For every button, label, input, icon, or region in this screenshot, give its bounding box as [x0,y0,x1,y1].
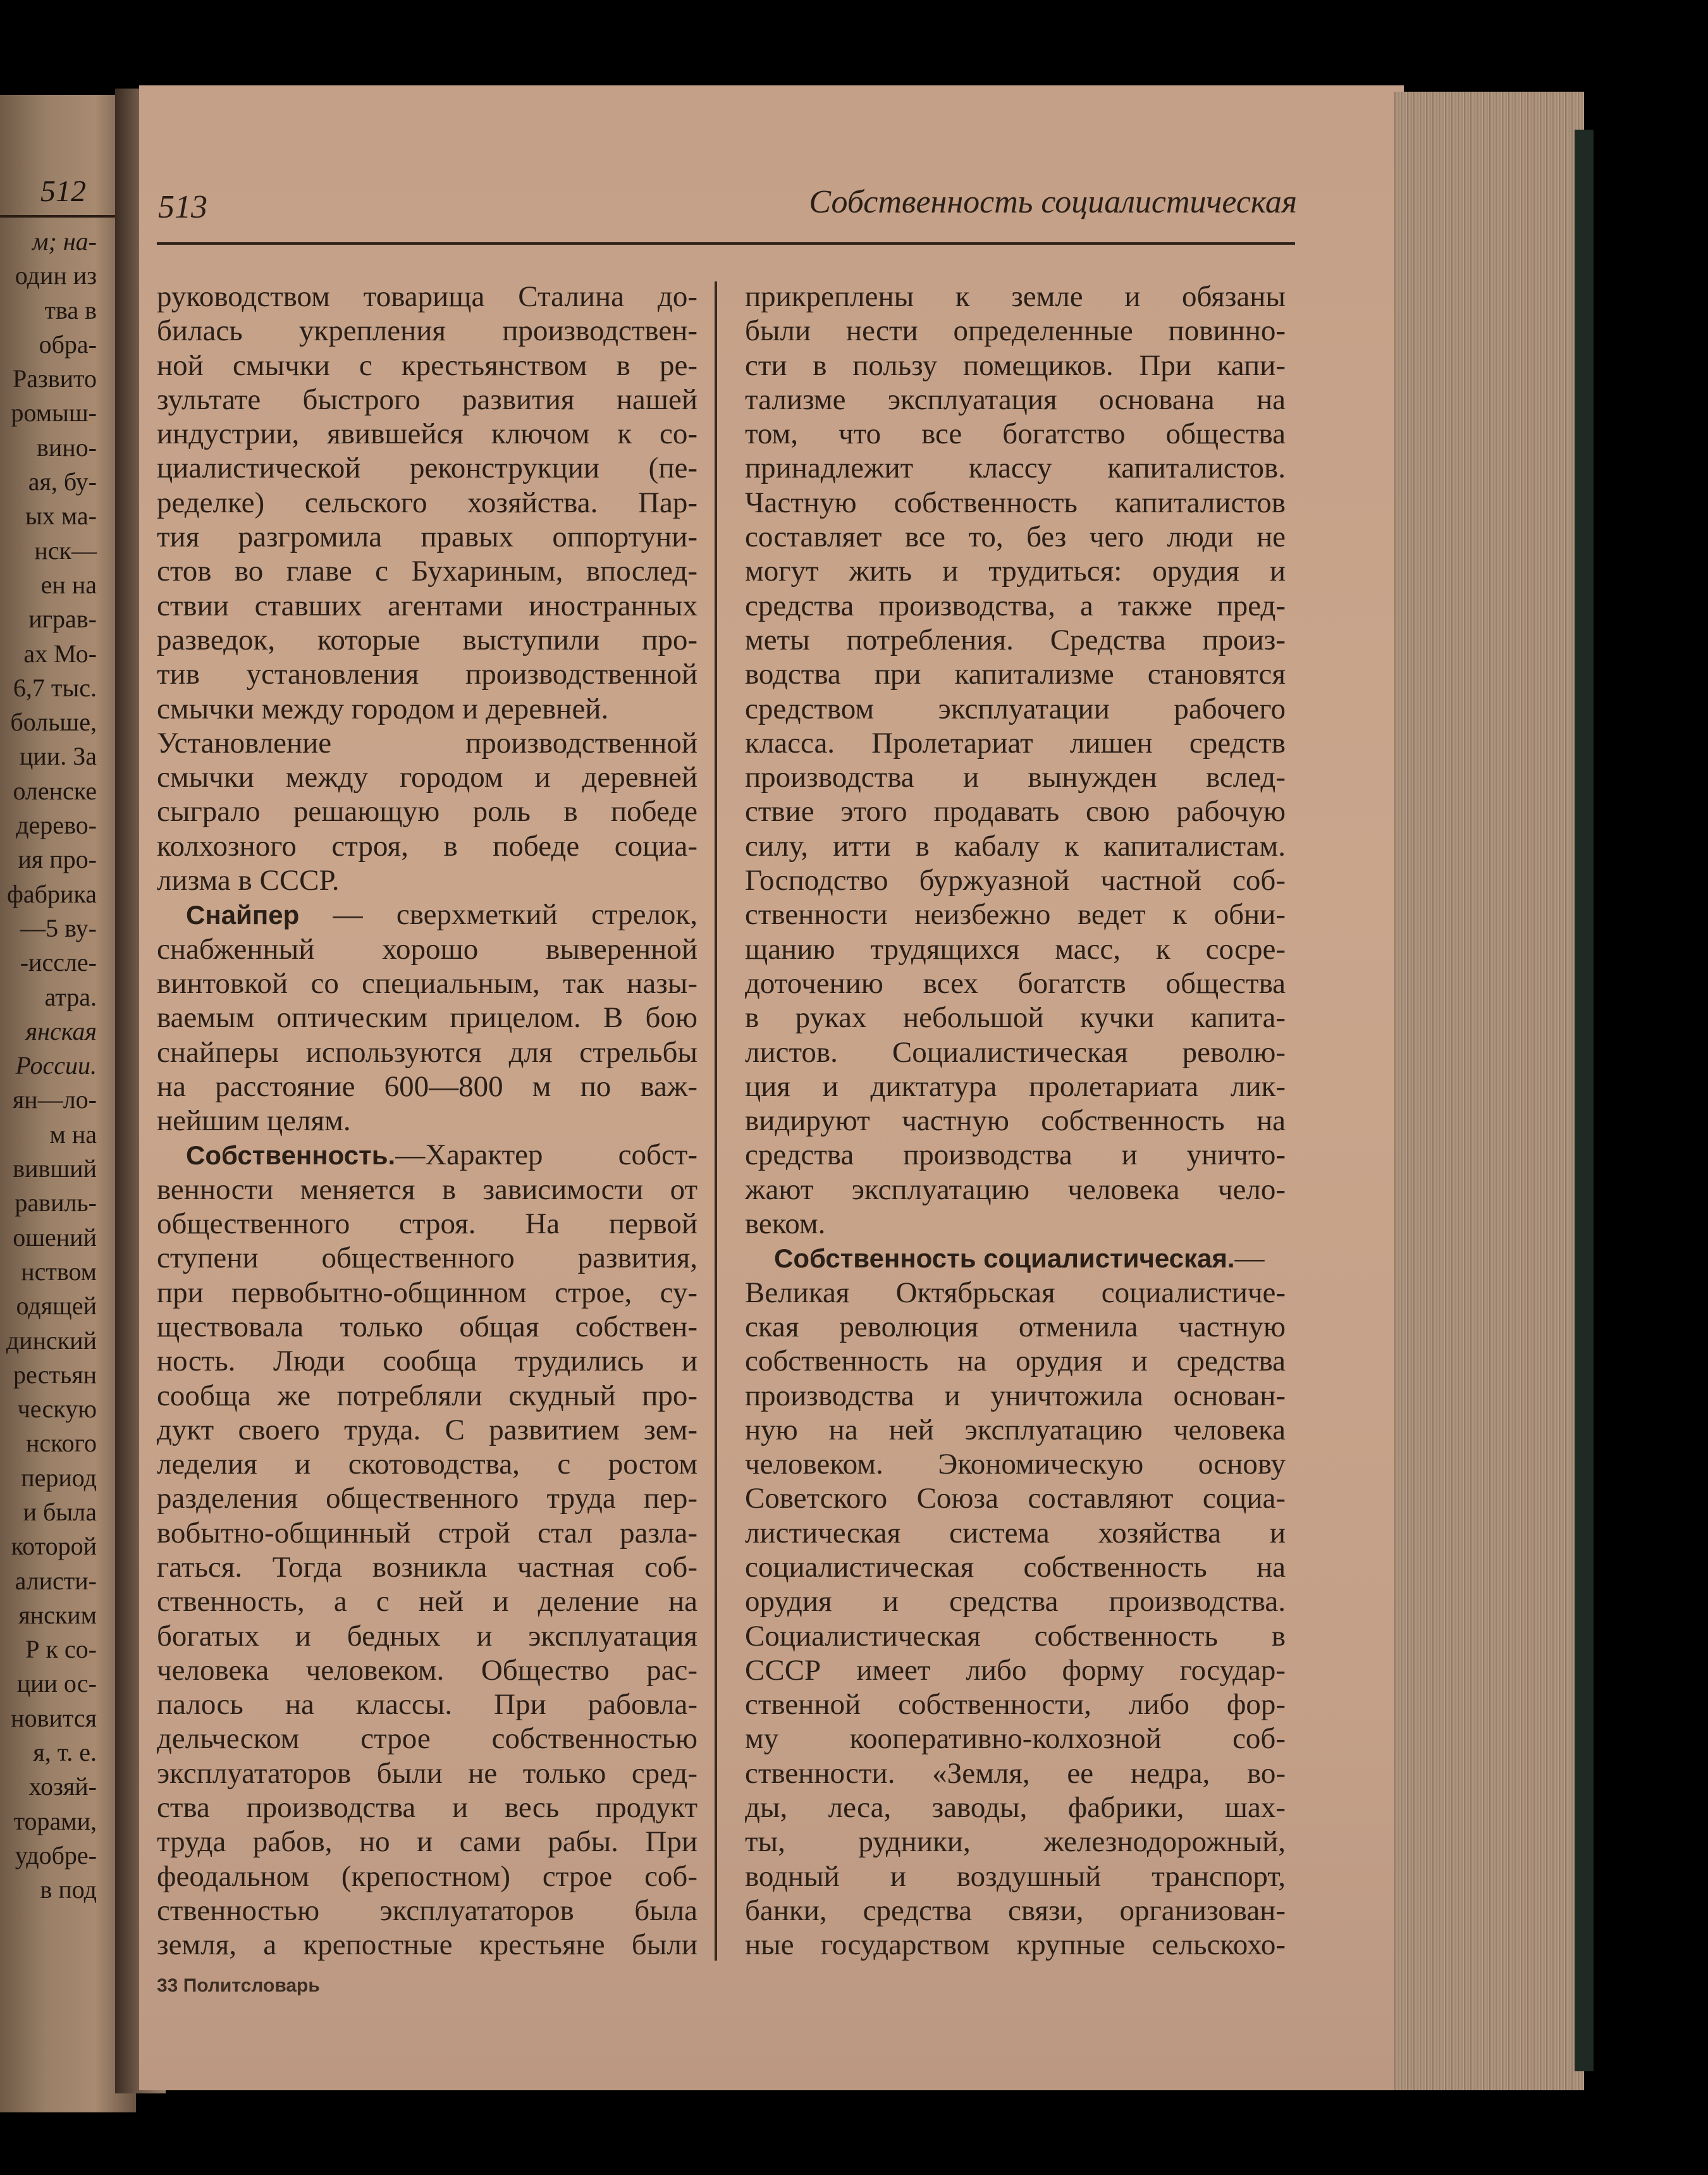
margin-line: равиль- [15,1188,97,1217]
margin-line: нством [21,1257,97,1286]
text-fragment: — [1234,1242,1265,1275]
margin-line: янская [25,1016,97,1045]
text-line: ская революция отменила частную [745,1310,1286,1343]
text-line: сообща же потребляли скудный про- [157,1379,697,1412]
margin-line: ая, бу- [28,467,97,496]
margin-line: торами, [13,1806,97,1835]
text-line: стов во главе с Бухариным, впослед- [157,555,697,588]
text-line: циалистической реконструкции (пе- [157,452,697,485]
margin-line: ромыш- [11,398,97,428]
text-line: ственности неизбежно ведет к обни- [745,898,1286,932]
text-line: орудия и средства производства. [745,1585,1286,1618]
text-line: Социалистическая собственность в [745,1619,1286,1653]
margin-line: —5 ву- [20,913,97,942]
text-line: составляет все то, без чего люди не [745,521,1286,554]
text-line: колхозного строя, в победе социа- [157,829,697,863]
text-line: доточению всех богатств общества [745,966,1286,1000]
text-line: средства производства и уничто- [745,1138,1286,1172]
text-line: ную на ней эксплуатацию человека [745,1413,1286,1446]
text-line: том, что все богатство общества [745,417,1286,451]
text-line: разделения общественного труда пер- [157,1482,697,1515]
text-line: му кооперативно-колхозной соб- [745,1722,1286,1756]
text-line: снабженный хорошо выверенной [157,932,697,966]
left-text-column [157,280,697,1962]
text-line: средства производства, а также пред- [745,589,1286,622]
text-line: ственностью эксплуататоров была [157,1894,697,1927]
dictionary-term: Собственность. [186,1140,396,1171]
margin-line: оленске [13,776,97,805]
text-line: тализме эксплуатация основана на [745,383,1286,416]
text-line: социалистическая собственность на [745,1550,1286,1584]
text-line: водства при капитализме становятся [745,658,1286,691]
text-fragment: —Характер собст- [395,1138,697,1172]
margin-line: фабрика [6,879,97,908]
margin-line: ошений [13,1223,97,1252]
margin-line: динский [6,1326,97,1355]
text-line: Великая Октябрьская социалистиче- [745,1276,1286,1309]
margin-line: вивший [13,1154,97,1183]
text-line: в руках небольшой кучки капита- [745,1001,1286,1035]
text-line: ществовала только общая собствен- [157,1310,697,1343]
text-line: ствии ставших агентами иностранных [157,589,697,622]
text-line: ственности. «Земля, ее недра, во- [745,1756,1286,1790]
text-line: гаться. Тогда возникла частная соб- [157,1550,697,1584]
text-line: труда рабов, но и сами рабы. При [157,1825,697,1859]
text-line: ределке) сельского хозяйства. Пар- [157,486,697,519]
text-line: разведок, которые выступили про- [157,623,697,656]
margin-line: ции. За [19,742,97,771]
text-line [157,1138,697,1172]
text-line: собственность на орудия и средства [745,1345,1286,1378]
text-line: человеком. Экономическую основу [745,1448,1286,1481]
margin-line: одящей [16,1291,97,1321]
margin-line: атра. [44,982,97,1011]
text-line: дукт своего труда. С развитием зем- [157,1413,697,1446]
running-title: Собственность социалистическая [809,184,1297,220]
left-page-number: 512 [40,175,86,208]
text-line: смычки между городом и деревней. [157,692,609,725]
text-line: венности меняется в зависимости от [157,1173,697,1206]
text-line: сти в пользу помещиков. При капи- [745,348,1286,382]
margin-line: алисти- [15,1566,97,1595]
margin-line: период [21,1463,97,1492]
margin-line: играв- [28,605,97,634]
text-line [745,1241,1286,1275]
text-line: ства производства и весь продукт [157,1791,697,1825]
text-line: индустрии, явившейся ключом к со- [157,417,697,451]
margin-line: хозяй- [28,1772,97,1801]
margin-line: ции ос- [16,1669,97,1698]
margin-line: -иссле- [20,948,97,977]
text-line: зультате быстрого развития нашей [157,383,697,416]
text-line: прикреплены к земле и обязаны [745,280,1286,313]
text-line: листов. Социалистическая револю- [745,1035,1286,1069]
header-rule [157,242,1295,245]
text-line: ственность, а с ней и деление на [157,1585,697,1618]
page-number: 513 [158,189,207,225]
text-line: на расстояние 600—800 м по важ- [157,1069,697,1103]
margin-line: ых ма- [25,502,97,531]
margin-line: рестьян [13,1360,97,1389]
text-line: были нести определенные повинно- [745,314,1286,348]
text-line: принадлежит классу капиталистов. [745,452,1286,485]
text-line: земля, а крепостные крестьяне были [157,1928,697,1962]
text-line: видируют частную собственность на [745,1104,1286,1138]
text-line: снайперы используются для стрельбы [157,1035,697,1069]
text-line: веком. [745,1207,826,1241]
text-line: общественного строя. На первой [157,1207,697,1241]
margin-line: янским [18,1600,97,1629]
text-line: эксплуататоров были не только сред- [157,1756,697,1790]
text-line: ды, леса, заводы, фабрики, шах- [745,1791,1286,1825]
margin-line: ия про- [18,845,97,874]
margin-line: вино- [36,433,97,462]
margin-line: новится [11,1703,97,1732]
text-line: ция и диктатура пролетариата лик- [745,1069,1286,1103]
text-line: жают эксплуатацию человека чело- [745,1173,1286,1206]
text-line: могут жить и трудиться: орудия и [745,555,1286,588]
text-line: ствие этого продавать свою рабочую [745,795,1286,829]
text-line: класса. Пролетариат лишен средств [745,726,1286,760]
margin-line: один из [15,261,97,290]
text-line: руководством товарища Сталина до- [157,280,697,313]
text-line: банки, средства связи, организован- [745,1894,1286,1927]
text-line: силу, итти в кабалу к капиталистам. [745,829,1286,863]
right-text-column [745,280,1286,1962]
margin-line: ян—ло- [12,1085,97,1114]
text-line: щанию трудящихся масс, к сосре- [745,932,1286,966]
left-page-header-rule [0,215,126,218]
margin-line: Развито [12,364,97,393]
text-line: смычки между городом и деревней [157,761,697,794]
text-line: феодальном (крепостном) строе соб- [157,1859,697,1893]
text-line: Господство буржуазной частной соб- [745,864,1286,897]
margin-line: Р к со- [25,1635,97,1664]
text-line [157,897,697,932]
margin-line: ческую [17,1395,97,1424]
text-line: ность. Люди сообща трудились и [157,1345,697,1378]
text-line: производства и уничтожила основан- [745,1379,1286,1412]
margin-line: ен на [40,570,97,599]
text-line: ступени общественного развития, [157,1242,697,1275]
text-line: листическая система хозяйства и [745,1516,1286,1550]
margin-line: и была [23,1497,97,1526]
dictionary-term: Собственность социалистическая. [774,1243,1235,1274]
margin-line: дерево- [16,811,97,840]
margin-line: нского [26,1429,97,1458]
text-line: ные государством крупные сельскохо- [745,1928,1286,1962]
text-line: ственной собственности, либо фор- [745,1688,1286,1722]
text-line: ваемым оптическим прицелом. В бою [157,1001,697,1035]
text-line: билась укрепления производствен- [157,314,697,348]
text-line: дельческом строе собственностью [157,1722,697,1756]
page-edges [1394,92,1584,2090]
text-line: меты потребления. Средства произ- [745,623,1286,656]
text-line: Советского Союза составляют социа- [745,1482,1286,1515]
text-line: лизма в СССР. [157,864,340,897]
text-line: человека человеком. Общество рас- [157,1653,697,1687]
margin-line: которой [11,1532,97,1561]
text-line: сыграло решающую роль в победе [157,795,697,829]
margin-line: я, т. е. [33,1738,97,1767]
margin-line: обра- [39,330,97,359]
text-line: винтовкой со специальным, так назы- [157,966,697,1000]
margin-line: нск— [34,536,97,565]
margin-line: 6,7 тыс. [13,673,97,702]
text-line: палось на классы. При рабовла- [157,1688,697,1722]
column-divider [715,281,717,1961]
text-line: средством эксплуатации рабочего [745,692,1286,725]
text-line: ты, рудники, железнодорожный, [745,1825,1286,1859]
text-line: вобытно-общинный строй стал разла- [157,1516,697,1550]
text-line: Частную собственность капиталистов [745,486,1286,519]
footer-signature: 33 Политсловарь [157,1975,320,1996]
text-line: при первобытно-общинном строе, су- [157,1276,697,1309]
margin-line: ах Мо- [23,639,97,668]
text-fragment: — сверхметкий стрелок, [299,898,697,932]
margin-line: в под [40,1875,97,1904]
text-line: тив установления производственной [157,658,697,691]
margin-line: м на [49,1119,97,1149]
book-cover-edge [1575,130,1594,2071]
text-line: СССР имеет либо форму государ- [745,1653,1286,1687]
text-line: леделия и скотоводства, с ростом [157,1448,697,1481]
margin-line: удобре- [15,1840,97,1870]
text-line: богатых и бедных и эксплуатация [157,1619,697,1653]
margin-line: больше, [10,708,97,737]
text-line: ной смычки с крестьянством в ре- [157,348,697,382]
text-line: производства и вынужден вслед- [745,761,1286,794]
text-line: тия разгромила правых оппортуни- [157,521,697,554]
text-line: нейшим целям. [157,1104,351,1138]
text-line: Установление производственной [157,726,697,760]
margin-line: м; на- [32,227,97,256]
margin-line: России. [15,1051,97,1080]
text-line: водный и воздушный транспорт, [745,1859,1286,1893]
dictionary-term: Снайпер [186,900,300,930]
margin-line: тва в [44,295,97,324]
